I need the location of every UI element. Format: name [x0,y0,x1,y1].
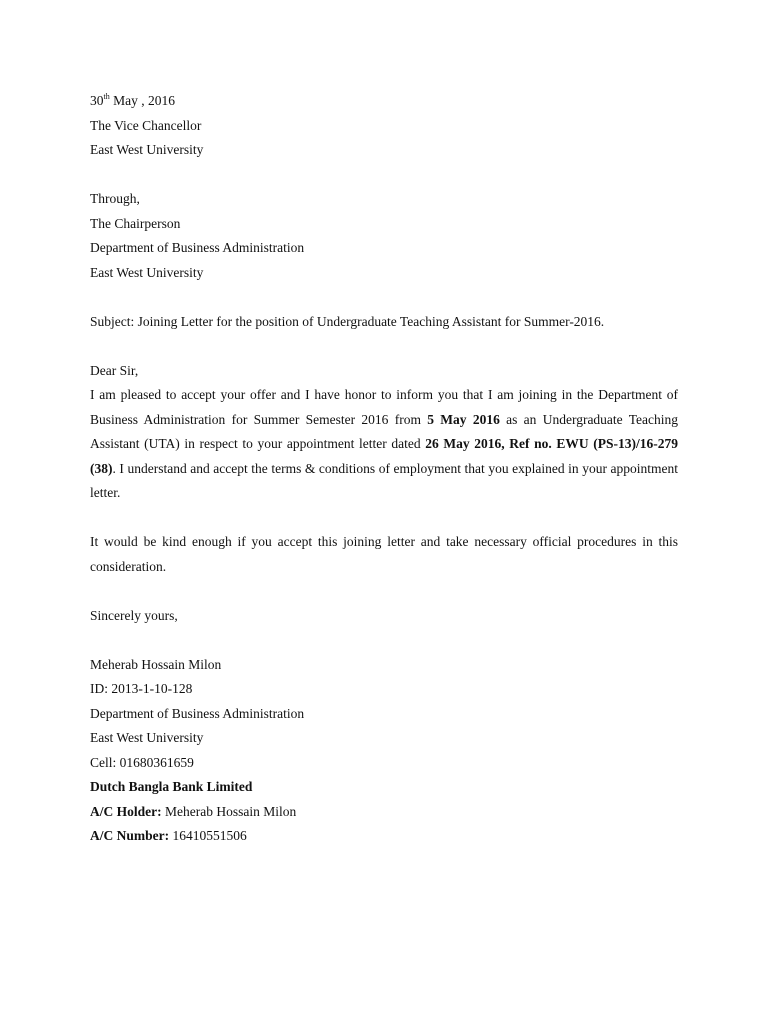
through-department: Department of Business Administration [90,240,305,255]
salutation: Dear Sir, [90,362,139,378]
body-paragraph-2: It would be kind enough if you accept this joining letter and take necessary official procedures in this consideration. [90,534,678,574]
sender-id: ID: 2013-1-10-128 [90,681,193,696]
body-paragraph-1: I am pleased to accept your offer and I have honor to inform you that I am joining in the Department of Business Administration for Summer Semester 2016 from 5 May 2016 as an Undergraduate Teaching Assistant (UTA) in respect to your appointment letter dated 26 May 2016, Ref no. EWU (PS-13)/16-279 (38). I understand and accept the terms & conditions of employment that you explained in your appointment letter. [90,387,678,500]
sender-name: Meherab Hossain Milon [90,656,222,672]
through-title: The Chairperson [90,215,181,231]
letter-page [90,89,678,849]
recipient-institution: East West University [90,142,204,157]
account-holder: A/C Holder: Meherab Hossain Milon [90,803,297,819]
recipient-title: The Vice Chancellor [90,117,202,133]
letter-date: 30th May , 2016 [90,92,175,108]
through-institution: East West University [90,264,204,280]
sender-institution: East West University [90,730,204,745]
bank-name: Dutch Bangla Bank Limited [90,779,253,794]
sender-cell: Cell: 01680361659 [90,754,194,770]
subject-line: Subject: Joining Letter for the position of Undergraduate Teaching Assistant for Summer-2016. [90,313,605,329]
sender-department: Department of Business Administration [90,705,305,721]
through-label: Through, [90,191,140,206]
closing: Sincerely yours, [90,607,178,623]
account-number: A/C Number: 16410551506 [90,828,247,843]
